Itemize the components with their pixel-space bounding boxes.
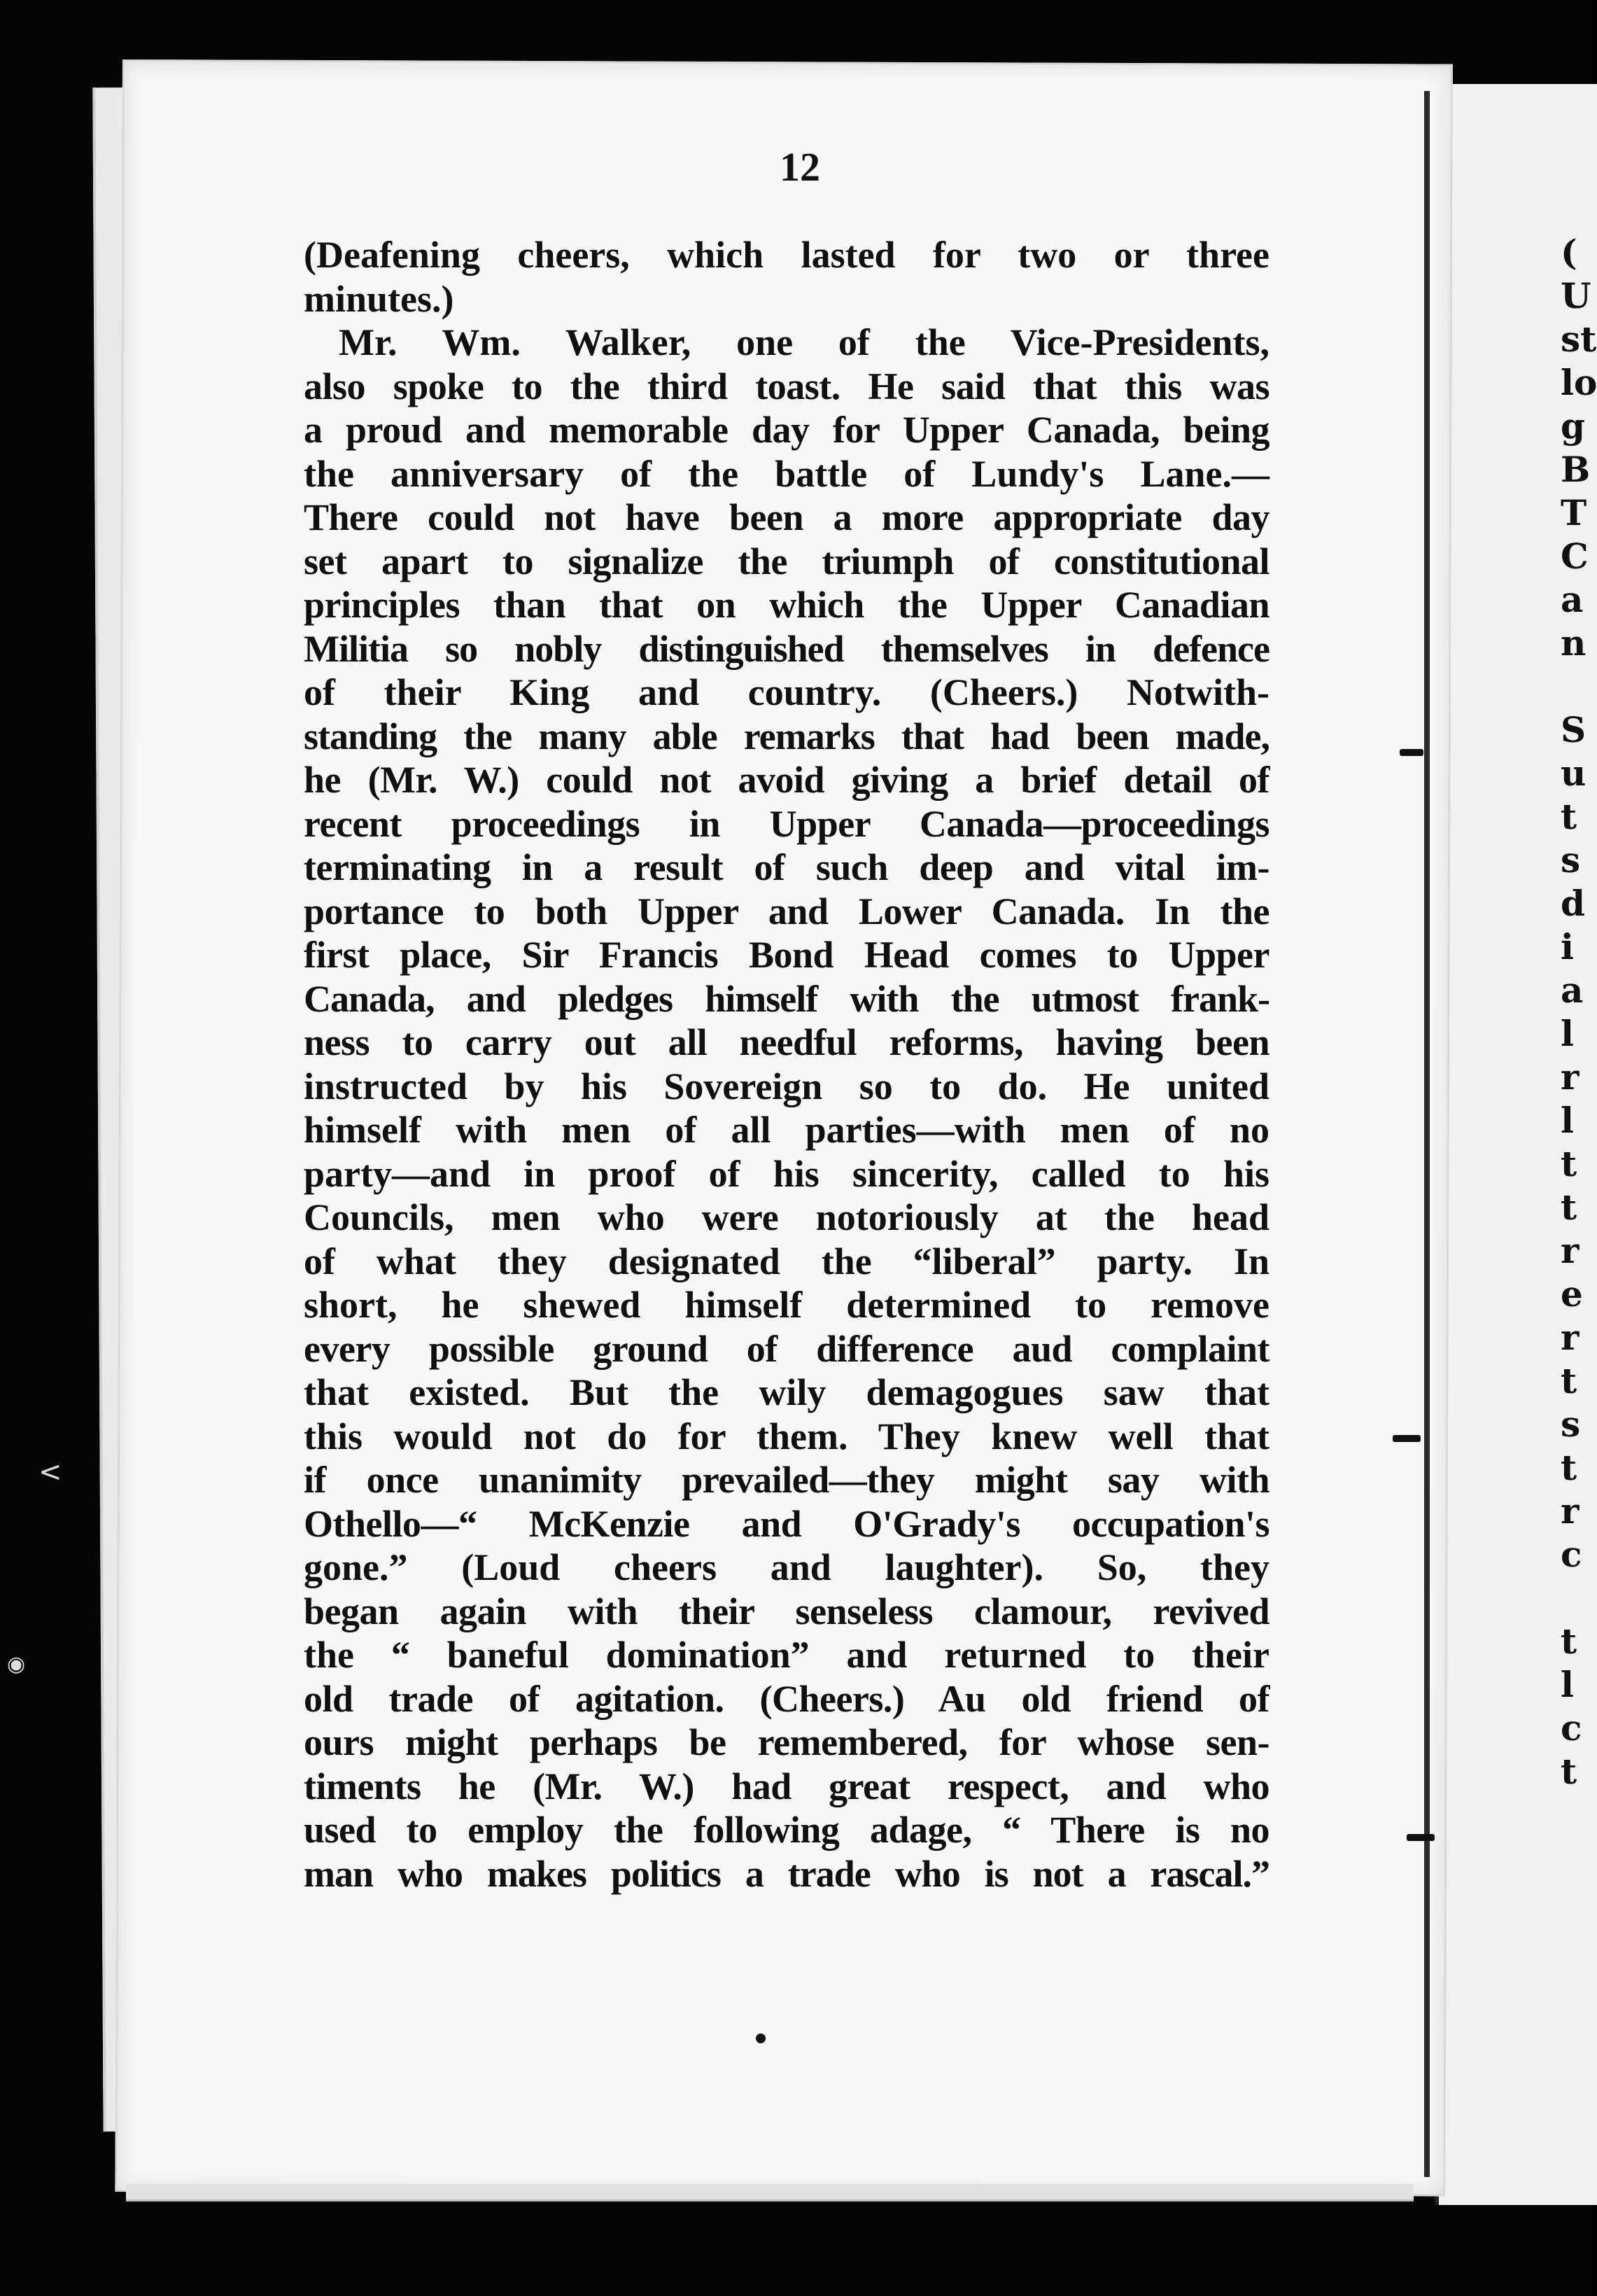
text-line: first place, Sir Francis Bond Head comes to Upper <box>304 934 1269 976</box>
text-line: instructed by his Sovereign so to do. He united <box>304 1065 1269 1107</box>
text-line: he (Mr. W.) could not avoid giving a brief detail of <box>304 759 1269 801</box>
text-line: recent proceedings in Upper Canada—proceedings <box>304 802 1269 845</box>
text-line: began again with their senseless clamour, revived <box>304 1590 1269 1632</box>
text-line: man who makes politics a trade who is not a rascal.” <box>304 1852 1269 1895</box>
text-line: timents he (Mr. W.) had great respect, and who <box>304 1765 1269 1807</box>
facing-page-text: ( U st lo g B T C a n S u t s d i a l r l t t r e r t s t r c t l c t <box>1561 232 1597 1792</box>
text-line: ness to carry out all needful reforms, having been <box>304 1021 1269 1063</box>
body-text <box>304 233 1269 1896</box>
page-bottom-edge <box>126 2184 1414 2202</box>
text-line: that existed. But the wily demagogues saw that <box>304 1371 1269 1413</box>
text-line: minutes.) <box>304 277 454 320</box>
text-line: set apart to signalize the triumph of constitutional <box>304 540 1269 582</box>
text-line: Militia so nobly distinguished themselves in defence <box>304 627 1269 670</box>
text-line: standing the many able remarks that had been made, <box>304 715 1269 757</box>
scan-mark: ◉ <box>7 1652 26 1676</box>
text-line: himself with men of all parties—with men of no <box>304 1109 1269 1151</box>
text-line: ours might perhaps be remembered, for whose sen- <box>304 1721 1269 1763</box>
text-line: old trade of agitation. (Cheers.) Au old friend of <box>304 1677 1269 1720</box>
text-line: party—and in proof of his sincerity, called to his <box>304 1152 1269 1195</box>
page-gutter <box>1424 91 1430 2177</box>
page-number: 12 <box>780 144 820 190</box>
text-line: the “ baneful domination” and returned to their <box>304 1634 1269 1676</box>
scan-mark: < <box>38 1456 62 1488</box>
text-line: of what they designated the “liberal” party. In <box>304 1240 1269 1282</box>
text-line: terminating in a result of such deep and vital im- <box>304 846 1269 888</box>
text-line: There could not have been a more appropriate day <box>304 496 1269 538</box>
text-line: portance to both Upper and Lower Canada. In the <box>304 890 1269 932</box>
scan-speck <box>1407 1834 1435 1841</box>
text-line: Othello—“ McKenzie and O'Grady's occupation's <box>304 1502 1269 1545</box>
text-line: every possible ground of difference aud complaint <box>304 1327 1269 1370</box>
text-line: the anniversary of the battle of Lundy's Lane.— <box>304 452 1269 495</box>
text-line: used to employ the following adage, “ There is no <box>304 1809 1269 1851</box>
scan-speck <box>1393 1435 1421 1442</box>
text-line: if once unanimity prevailed—they might say with <box>304 1459 1269 1501</box>
text-line: of their King and country. (Cheers.) Notwith- <box>304 671 1269 713</box>
text-line: also spoke to the third toast. He said that this was <box>304 365 1269 407</box>
text-line: gone.” (Loud cheers and laughter). So, they <box>304 1546 1269 1588</box>
text-line: this would not do for them. They knew well that <box>304 1415 1269 1457</box>
text-line: a proud and memorable day for Upper Canada, being <box>304 409 1269 451</box>
scan-speck <box>756 2033 766 2043</box>
scan-speck <box>1400 749 1423 756</box>
text-line: Canada, and pledges himself with the utmost frank- <box>304 977 1269 1020</box>
text-line: Mr. Wm. Walker, one of the Vice-Presidents, <box>339 321 1269 363</box>
text-line: Councils, men who were notoriously at the head <box>304 1196 1269 1238</box>
text-line: (Deafening cheers, which lasted for two or three <box>304 234 1269 276</box>
text-line: short, he shewed himself determined to remove <box>304 1284 1269 1326</box>
text-line: principles than that on which the Upper Canadian <box>304 584 1269 626</box>
